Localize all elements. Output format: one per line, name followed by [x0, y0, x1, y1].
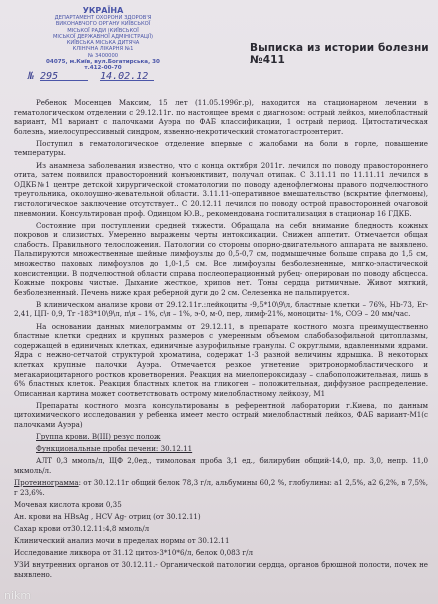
stamp-country: УКРАЇНА	[82, 6, 124, 15]
lab-uric: Мочевая кислота крови 0,35	[14, 499, 122, 509]
stamp-address: 04075, м.Київ, вул.Богатирська, 30	[46, 59, 160, 66]
stamp-ref-number: 295	[40, 74, 88, 81]
stamp-line: КЛІНІЧНА ЛІКАРНЯ №1	[72, 46, 134, 53]
stamp-phone: т.412-00-70	[84, 65, 122, 72]
paragraph-blood-test: В клиническом анализе крови от 29.12.11г.:лейкоциты -9,5*10\9\л, бластные клетки – 76%, Hb-73, Er-2,41, ЦП- 0,9, Tr -183*10\9\л, п\я – 1%, с\я – 1%, э-0, м-0, пер, лимф-21%, моноциты- 1%, СОЭ – 20 мм/час.	[14, 299, 428, 319]
paragraph-status: Состояние при поступлении средней тяжести. Обращала на себя внимание бледность кожных покровов и слизистых. Умеренно выражены черты интоксикации. Снижен аппетит. Отмечается общая слабость. Правильного телосложения. Патологии со стороны опорно-двигательного аппарата не выявлено. Пальпируются множественные шейные лимфоузлы до 0,5-0,7 см, подмышечные больше справа до 1,5 см, множество паховых лимфоузлов до 1,0-1,5 см. Все лимфоузлы безболезненные, мягко-эластической консистенции. В подчелюстной области справа послеоперационный рубец- оперирован по поводу абсцесса. Кожные покровы чистые. Дыхание жесткое, хрипов нет. Тоны сердца ритмичные. Живот мягкий, безболезненный. Печень ниже края реберной дуги до 2 см. Селезенка не пальпируется.	[14, 220, 428, 297]
lab-function-values: АЛТ 0,3 ммоль/л, ЩФ 2,0ед., тимоловая проба 3,1 ед., билирубин общий-14,0, пр. 3,0, непр. 11,0 мкмоль/л.	[14, 456, 428, 475]
stamp-handwritten: № 295 14.02.12	[28, 74, 178, 81]
lab-protein	[14, 478, 428, 497]
stamp-date: 14.02.12	[100, 74, 154, 81]
stamp-line: МІСЬКОЇ ДЕРЖАВНОЇ АДМІНІСТРАЦІЇ)	[52, 33, 154, 40]
stamp-line: ВИКОНАВЧОГО ОРГАНУ КИЇВСЬКОЇ	[55, 21, 151, 28]
document-title: Выписка из истории болезни №411	[250, 42, 429, 66]
stamp-line: ДЕПАРТАМЕНТ ОХОРОНИ ЗДОРОВ'Я	[54, 15, 152, 21]
hospital-stamp	[28, 6, 178, 81]
stamp-line: КИЇВСЬКА МІСЬКА ДИТЯЧА	[66, 40, 140, 47]
lab-urine: Клинический анализ мочи в пределах нормы от 30.12.11	[14, 535, 230, 545]
lab-hbs: Ан. крови на HBsAg , HCV Ag- отриц (от 30.12.11)	[14, 511, 201, 521]
lab-protein-label: Протеинограмма	[14, 477, 79, 487]
paragraph-consultation: Препараты костного мозга консультированы в референтной лаборатории г.Киева, по данным цитохимического исследования у ребенка имеет место острый миелобластный лейкоз, ФАБ вариант-М1(с палочками Ауэра)	[14, 400, 428, 429]
lab-blood-group: Группа крови. В(III) резус полож	[36, 432, 161, 442]
watermark: nikm	[4, 589, 32, 602]
lab-csf: Исследование ликвора от 31.12 цитоз-3*10*6/л, белок 0,083 г/л	[14, 548, 253, 558]
paragraph-anamnesis: Из анамнеза заболевания известно, что с конца октября 2011г. лечился по поводу правостороннего отита, затем появился правосторонний конъюнктивит, получал отипак. С 3.11.11 по 11.11.11 лечился в ОДКБ№1 центре детской хирургической стоматологии по поводу аденофлегмоны правого подчелюстного треугольника, околоушно-жевательной области. 3.11.11-оперативное вмешательство (вскрытие флегмоны), гистологическое заключение отсутствует.. С 20.12.11 лечился по поводу острой правосторонней очаговой пневмонии. Консультирован проф. Одинцом Ю.В., рекомендована госпитализация в стационар 16 ГДКБ.	[14, 160, 428, 218]
stamp-line: № 3400000	[87, 52, 119, 59]
lab-usg: УЗИ внутренних органов от 30.12.11.- Органической патологии сердца, органов брюшной полости, почек не выявлено.	[14, 560, 428, 579]
lab-protein-values: : от 30.12.11г общий белок 78,3 г/л, альбумины 60,2 %, глобулины: а1 2,5%, а2 6,2%, в 7,5%, г 23,6%.	[14, 477, 428, 497]
lab-sugar: Сахар крови от30.12.11:4,8 ммоль/л	[14, 523, 150, 533]
stamp-line: МІСЬКОЇ РАДИ (КИЇВСЬКОЇ	[67, 27, 139, 34]
paragraph-myelogram: На основании данных миелограммы от 29.12.11, в препарате костного мозга преимущественно бластные клетки средних и крупных размеров с умеренным объемом слабобазофильной цитоплазмы, содержащей в единичных клетках, единичные азурофильные гранулы. С округлыми, вдавленными ядрами. Ядра с нежно-сетчатой структурой хроматина, содержат 1-3 разной величины ядрышка. В некоторых клетках крупные палочки Ауэра. Отмечается резкое угнетение эритронормобластического и мегакариоцитарного ростков кроветворения. Реакция на миелопероксидазу – слабоположительная, лишь в 6% бластных клеток. Реакция бластных клеток на гликоген – положительная, диффузное распределение. Описанная картина может соответствовать острому миелобластному лейкозу, М1	[14, 321, 428, 398]
document-body	[14, 98, 428, 582]
paragraph-diagnosis: Ребенок Мосенцев Максим, 15 лет (11.05.1996г.р), находится на стационарном лечении в гематологическом отделении с 29.12.11г. по настоящее время с диагнозом: острый лейкоз, миелобластный вариант, М1 вариант с палочками Ауэра по ФАБ классификации, 1 острый период. Цитостатическая болезнь, миелосупрессивный синдром, язвенно-некротический стоматогастроэнтерит.	[14, 98, 428, 136]
paragraph-complaints: Поступил в гематологическое отделение впервые с жалобами на боли в горле, повышение температуры.	[14, 138, 428, 158]
lab-function-header: Функциональные пробы печени: 30.12.11	[36, 444, 193, 454]
